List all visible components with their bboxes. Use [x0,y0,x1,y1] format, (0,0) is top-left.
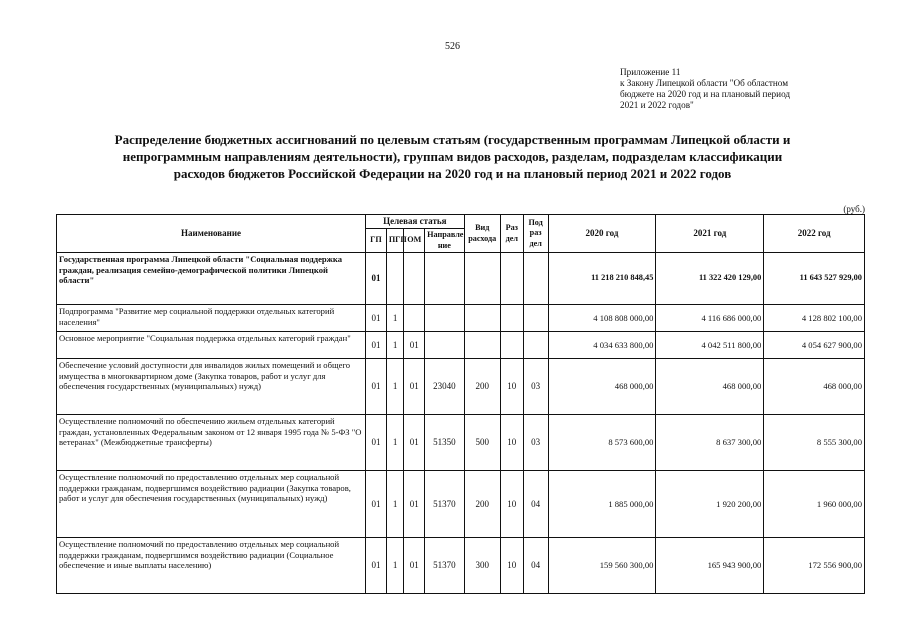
page-number: 526 [445,41,460,52]
row-pgp: 1 [386,305,404,332]
row-name: Подпрограмма "Развитие мер социальной поддержки отдельных категорий населения" [57,305,366,332]
appendix-line: Приложение 11 [620,67,681,77]
header-direction: Направле ние [425,229,464,253]
row-subsection: 03 [523,359,548,415]
row-expense-type: 500 [464,415,500,471]
row-section [500,332,523,359]
table-row [57,332,865,359]
row-amount-2021: 468 000,00 [656,359,764,415]
appendix-line: 2021 и 2022 годов" [620,100,694,110]
table-row [57,305,865,332]
row-name: Обеспечение условий доступности для инвалидов жилых помещений и общего имущества в многоквартирном доме (Закупка товаров, работ и услуг для обеспечения государственных (муниципальных) нужд) [57,359,366,415]
row-subsection [523,253,548,305]
row-amount-2022: 8 555 300,00 [764,415,865,471]
row-amount-2022: 4 128 802 100,00 [764,305,865,332]
budget-table [56,214,865,594]
row-name: Осуществление полномочий по обеспечению жильем отдельных категорий граждан, установленных Федеральным законом от 12 января 1995 года № 5-ФЗ "О ветеранах" (Межбюджетные трансферты) [57,415,366,471]
row-amount-2021: 1 920 200,00 [656,471,764,538]
row-gp: 01 [366,332,387,359]
row-subsection [523,305,548,332]
row-direction: 51350 [425,415,464,471]
row-pgp: 1 [386,471,404,538]
row-om [404,253,425,305]
row-gp: 01 [366,471,387,538]
header-name: Наименование [57,215,366,253]
row-amount-2022: 172 556 900,00 [764,538,865,594]
header-gp: ГП [366,229,387,253]
row-pgp: 1 [386,538,404,594]
row-om: 01 [404,332,425,359]
row-om: 01 [404,471,425,538]
row-amount-2022: 468 000,00 [764,359,865,415]
row-pgp: 1 [386,415,404,471]
header-expense-type: Вид расхода [464,215,500,253]
row-direction [425,253,464,305]
header-year-2021: 2021 год [656,215,764,253]
row-direction [425,332,464,359]
row-section: 10 [500,538,523,594]
appendix-note [620,67,880,111]
row-amount-2021: 4 042 511 800,00 [656,332,764,359]
row-expense-type [464,305,500,332]
row-gp: 01 [366,538,387,594]
header-year-2022: 2022 год [764,215,865,253]
row-direction [425,305,464,332]
table-row [57,538,865,594]
currency-note: (руб.) [843,204,865,214]
row-subsection: 03 [523,415,548,471]
row-amount-2021: 11 322 420 129,00 [656,253,764,305]
row-amount-2021: 8 637 300,00 [656,415,764,471]
row-amount-2020: 4 108 808 000,00 [548,305,656,332]
row-om: 01 [404,415,425,471]
row-expense-type: 200 [464,359,500,415]
header-target-article: Целевая статья [366,215,465,229]
row-subsection: 04 [523,538,548,594]
title-line: непрограммным направлениям деятельности), группам видов расходов, разделам, подразделам классификации [122,149,783,164]
row-section: 10 [500,471,523,538]
row-amount-2021: 165 943 900,00 [656,538,764,594]
row-amount-2022: 11 643 527 929,00 [764,253,865,305]
row-gp: 01 [366,253,387,305]
table-row [57,359,865,415]
row-name: Государственная программа Липецкой области "Социальная поддержка граждан, реализация семейно-демографической политики Липецкой области" [57,253,366,305]
row-gp: 01 [366,359,387,415]
table-row [57,253,865,305]
header-section: Раз дел [500,215,523,253]
header-subsection: Под раз дел [523,215,548,253]
row-pgp: 1 [386,359,404,415]
row-direction: 51370 [425,471,464,538]
row-amount-2020: 8 573 600,00 [548,415,656,471]
header-year-2020: 2020 год [548,215,656,253]
table-row [57,471,865,538]
appendix-line: к Закону Липецкой области "Об областном [620,78,789,88]
row-amount-2021: 4 116 686 000,00 [656,305,764,332]
row-name: Осуществление полномочий по предоставлению отдельных мер социальной поддержки гражданам, подвергшимся воздействию радиации (Закупка товаров, работ и услуг для обеспечения государственных (муниципальных) нужд) [57,471,366,538]
row-amount-2020: 159 560 300,00 [548,538,656,594]
row-section [500,305,523,332]
row-section: 10 [500,359,523,415]
appendix-line: бюджете на 2020 год и на плановый период [620,89,791,99]
row-subsection: 04 [523,471,548,538]
row-amount-2020: 1 885 000,00 [548,471,656,538]
row-pgp [386,253,404,305]
title-line: Распределение бюджетных ассигнований по целевым статьям (государственным программам Липецкой области и [114,132,791,147]
row-pgp: 1 [386,332,404,359]
row-amount-2020: 4 034 633 800,00 [548,332,656,359]
row-section [500,253,523,305]
row-expense-type [464,332,500,359]
row-om: 01 [404,359,425,415]
table-row [57,415,865,471]
row-expense-type [464,253,500,305]
header-pgp: ПГП [386,229,404,253]
row-subsection [523,332,548,359]
row-name: Основное мероприятие "Социальная поддержка отдельных категорий граждан" [57,332,366,359]
row-direction: 23040 [425,359,464,415]
row-amount-2020: 468 000,00 [548,359,656,415]
row-amount-2022: 1 960 000,00 [764,471,865,538]
row-expense-type: 200 [464,471,500,538]
row-gp: 01 [366,415,387,471]
row-om: 01 [404,538,425,594]
row-amount-2020: 11 218 210 848,45 [548,253,656,305]
row-direction: 51370 [425,538,464,594]
row-expense-type: 300 [464,538,500,594]
header-om: ОМ [404,229,425,253]
row-amount-2022: 4 054 627 900,00 [764,332,865,359]
row-name: Осуществление полномочий по предоставлению отдельных мер социальной поддержки гражданам, подвергшимся воздействию радиации (Социальное обеспечение и иные выплаты населению) [57,538,366,594]
document-title [40,131,865,182]
title-line: расходов бюджетов Российской Федерации на 2020 год и на плановый период 2021 и 2022 годов [173,166,732,181]
row-gp: 01 [366,305,387,332]
row-om [404,305,425,332]
row-section: 10 [500,415,523,471]
